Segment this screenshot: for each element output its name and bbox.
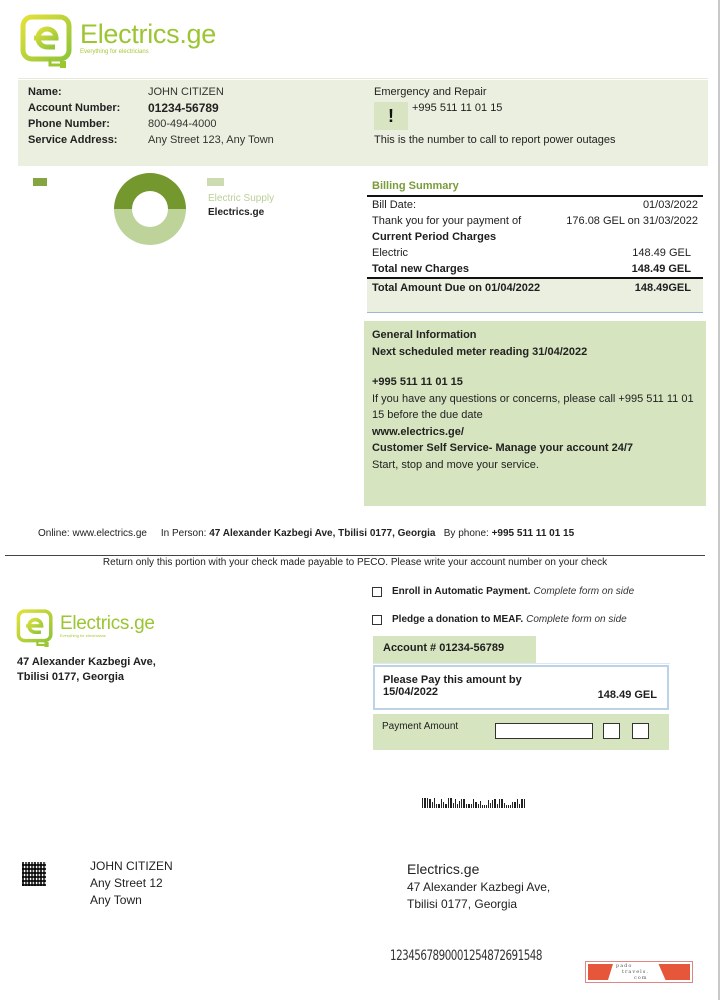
- recipient-town: Any Town: [90, 893, 142, 907]
- payment-amount-label: Payment Amount: [382, 721, 459, 732]
- auto-pay-note: Complete form on side: [533, 586, 635, 597]
- donation-option[interactable]: [372, 614, 627, 625]
- legend-label-electrics: Electrics.ge: [208, 207, 265, 218]
- stub-brand-tagline: Everything for electricians: [60, 633, 106, 638]
- stub-account-number: Account # 01234-56789: [373, 636, 536, 663]
- legend-swatch-dark: [33, 178, 47, 186]
- account-number-row: [28, 100, 274, 116]
- bill-date: 01/03/2022: [642, 199, 698, 211]
- auto-pay-option[interactable]: [372, 586, 634, 597]
- phone-number: 800-494-4000: [148, 118, 217, 130]
- total-new-label: Total new Charges: [372, 263, 469, 275]
- meter-reading-note: Next scheduled meter reading 31/04/2022: [372, 345, 588, 358]
- in-person-label: In Person:: [160, 528, 207, 539]
- last-payment-row: [367, 213, 703, 229]
- total-new-charges-row: [367, 261, 703, 277]
- watermark-text: [616, 963, 649, 981]
- qr-code: [22, 862, 46, 886]
- brand-name: Electrics.ge: [80, 19, 216, 49]
- usage-donut-chart: [114, 173, 186, 245]
- watermark-line1: pado: [616, 963, 633, 969]
- service-note: Start, stop and move your service.: [372, 458, 539, 471]
- recipient-address: [90, 858, 173, 909]
- website-link[interactable]: www.electrics.ge/: [372, 425, 464, 438]
- account-info-panel: [18, 80, 708, 166]
- bill-date-label: Bill Date:: [372, 199, 417, 211]
- emergency-section: [374, 86, 616, 146]
- legend-label-electric-supply: Electric Supply: [208, 193, 275, 204]
- emergency-phone: +995 511 11 01 15: [412, 102, 503, 114]
- general-info-title: General Information: [372, 329, 477, 341]
- account-underline: [373, 663, 670, 664]
- donation-label: Pledge a donation to MEAF.: [392, 614, 524, 625]
- account-details: [28, 84, 274, 148]
- donation-note: Complete form on side: [526, 614, 627, 625]
- questions-note: If you have any questions or concerns, please call +995 511 11 01 15 before the due date: [372, 392, 694, 421]
- stub-address-line2: Tbilisi 0177, Georgia: [17, 671, 124, 683]
- service-address-row: [28, 132, 274, 148]
- recipient-street: Any Street 12: [90, 876, 163, 890]
- payment-amount-panel: [373, 714, 669, 750]
- remit-line1: 47 Alexander Kazbegi Ave,: [407, 880, 551, 894]
- remit-address: [407, 859, 550, 913]
- payment-amount-input[interactable]: [495, 723, 593, 739]
- total-due-label: Total Amount Due on 01/04/2022: [372, 282, 541, 294]
- pay-by-box: [373, 665, 669, 710]
- emergency-note: This is the number to call to report power outages: [374, 134, 616, 146]
- phone-label: Phone Number:: [28, 118, 110, 130]
- brand-logo: [20, 14, 216, 68]
- auto-pay-checkbox[interactable]: [372, 587, 382, 597]
- stub-brand-logo: [16, 609, 155, 647]
- current-period-label: Current Period Charges: [372, 231, 497, 243]
- exclamation-icon: !: [374, 102, 408, 130]
- account-number: 01234-56789: [148, 101, 219, 115]
- self-service-note: Customer Self Service- Manage your account 24/7: [372, 442, 634, 454]
- postal-barcode: [422, 798, 526, 808]
- scan-number: 1234567890001254872691548: [390, 948, 542, 964]
- phone-row: [28, 116, 274, 132]
- pay-by-amount: 148.49 GEL: [597, 689, 657, 701]
- pay-by-date: 15/04/2022: [383, 686, 439, 698]
- support-phone: +995 511 11 01 15: [372, 376, 463, 388]
- electric-charge-row: [367, 245, 703, 261]
- bill-date-row: [367, 197, 703, 213]
- remit-name: Electrics.ge: [407, 861, 480, 877]
- pay-by-label: Please Pay this amount by: [383, 674, 522, 686]
- header-divider: [18, 78, 708, 79]
- current-period-row: [367, 229, 703, 245]
- in-person-address: 47 Alexander Kazbegi Ave, Tbilisi 0177, Georgia: [209, 528, 436, 539]
- account-number-label: Account Number:: [28, 102, 121, 114]
- watermark-stripe-left: [588, 964, 613, 980]
- watermark-line3: com: [634, 975, 648, 981]
- donation-checkbox[interactable]: [372, 615, 382, 625]
- electric-label: Electric: [372, 247, 409, 259]
- billing-summary-title: Billing Summary: [372, 180, 459, 192]
- billing-summary: [367, 180, 703, 313]
- service-address-label: Service Address:: [28, 134, 118, 146]
- online-link[interactable]: www.electrics.ge: [72, 528, 147, 539]
- stub-logo-plug-icon: [16, 609, 56, 647]
- watermark-stripe-right: [655, 964, 690, 980]
- service-address: Any Street 123, Any Town: [148, 134, 274, 146]
- legend-swatch-light: [207, 178, 224, 186]
- stub-brand-name: Electrics.ge: [60, 613, 155, 634]
- last-payment-value: 176.08 GEL on 31/03/2022: [566, 215, 698, 227]
- stub-address-line1: 47 Alexander Kazbegi Ave,: [17, 656, 156, 668]
- phone-label: By phone:: [443, 528, 489, 539]
- auto-pay-label: Enroll in Automatic Payment.: [392, 586, 531, 597]
- logo-plug-icon: [20, 14, 76, 68]
- emergency-title: Emergency and Repair: [374, 86, 487, 98]
- online-label: Online:: [38, 528, 70, 539]
- total-due-value: 148.49GEL: [634, 282, 691, 294]
- payment-cents-box-1[interactable]: [603, 723, 620, 739]
- stub-company-address: [17, 655, 156, 685]
- recipient-name: JOHN CITIZEN: [90, 859, 173, 873]
- name-row: [28, 84, 274, 100]
- payment-cents-box-2[interactable]: [632, 723, 649, 739]
- name-label: Name:: [28, 86, 62, 98]
- general-information-panel: [364, 321, 706, 506]
- return-note: Return only this portion with your check made payable to PECO. Please write your account number on your check: [102, 557, 608, 568]
- contact-phone: +995 511 11 01 15: [491, 528, 575, 539]
- last-payment-label: Thank you for your payment of: [372, 215, 522, 227]
- watermark-line2: travels.: [622, 969, 649, 975]
- electric-value: 148.49 GEL: [632, 247, 691, 259]
- tear-off-line: [5, 555, 705, 556]
- total-due-row: [367, 279, 703, 313]
- watermark-badge: [585, 961, 693, 983]
- total-new-value: 148.49 GEL: [631, 263, 691, 275]
- remit-line2: Tbilisi 0177, Georgia: [407, 897, 518, 911]
- brand-tagline: Everything for electricians: [80, 49, 149, 55]
- contact-line: [38, 528, 574, 539]
- customer-name: JOHN CITIZEN: [148, 86, 224, 98]
